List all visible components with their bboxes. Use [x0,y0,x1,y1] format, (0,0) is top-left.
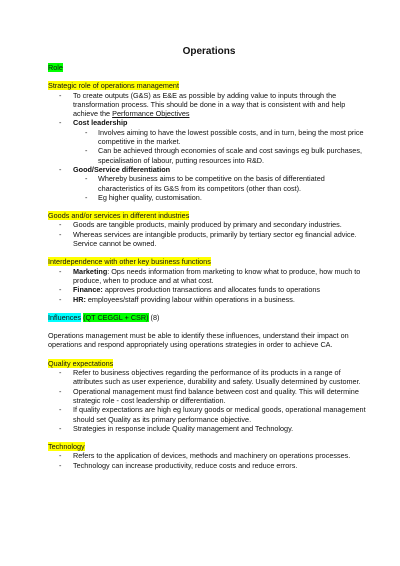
strategic-heading: Strategic role of operations management [48,81,179,91]
role-section [48,63,370,72]
performance-objectives-link[interactable]: Performance Objectives [112,109,190,119]
list-item: - Involves aiming to have the lowest possible costs, and in turn, being the most price competitive in the market. [73,128,370,147]
list-item: - To create outputs (G&S) as E&E as possible by adding value to inputs through the transformation process. This should be done in a way that is consistent with and help achieve the Performance Objectives [48,91,370,119]
influences-section [48,313,370,350]
goods-section [48,211,370,248]
cost-leadership-list [73,128,370,165]
technology-heading: Technology [48,442,85,452]
interdependence-heading: Interdependence with other key business functions [48,257,211,267]
list-item: - HR: employees/staff providing labour within operations in a business. [48,295,370,304]
role-heading: Role [48,63,63,72]
list-item: - Whereby business aims to be competitive on the basis of differentiated characteristics of its G&S from its competitors (other than cost). [73,174,370,193]
cost-leadership-title: Cost leadership [73,118,128,128]
list-item [48,118,370,164]
influences-acronym: (QT CEGGL + CSR) [83,312,149,322]
list-item: - Goods are tangible products, mainly produced by primary and secondary industries. [48,220,370,229]
quality-heading: Quality expectations [48,358,114,368]
technology-section [48,442,370,470]
list-item: - Finance: approves production transactions and allocates funds to operations [48,285,370,294]
interdependence-list [48,267,370,304]
page-title: Operations [182,46,236,57]
list-item: - Operational management must find balance between cost and quality. This will determine strategic role - cost leadership or differentiation. [48,387,370,406]
list-item: - Whereas services are intangible products, primarily by tertiary sector eg financial advice. Service cannot be owned. [48,230,370,249]
list-item: - If quality expectations are high eg luxury goods or medical goods, operational management should set Quality as its primary performance objective. [48,405,370,424]
list-item: - Can be achieved through economies of scale and cost savings eg bulk purchases, specialisation of labour, putting resources into R&D. [73,146,370,165]
influences-heading: Influences [48,312,82,322]
technology-list [48,451,370,470]
differentiation-list [73,174,370,202]
influences-count: (8) [148,312,160,322]
strategic-section [48,81,370,202]
influences-paragraph: Operations management must be able to identify these influences, understand their impact on operations and respond appropriately using operations strategies in order to achieve CA. [48,331,349,350]
list-item: - Refers to the application of devices, methods and machinery on operations processes. [48,451,370,460]
quality-section [48,359,370,433]
list-item: - Refer to business objectives regarding the performance of its products in a range of attributes such as user experience, durability and safety. Usually determined by customer. [48,368,370,387]
list-item: - Strategies in response include Quality management and Technology. [48,424,370,433]
list-item: - Marketing: Ops needs information from marketing to know what to produce, how much to produce, when to produce and at what cost. [48,267,370,286]
strategic-list [48,91,370,203]
differentiation-title: Good/Service differentiation [73,164,171,174]
list-item: - Technology can increase productivity, reduce costs and reduce errors. [48,461,370,470]
list-item: - Eg higher quality, customisation. [73,193,370,202]
list-item [48,165,370,202]
interdependence-section [48,257,370,303]
goods-list [48,220,370,248]
quality-list [48,368,370,433]
goods-heading: Goods and/or services in different industries [48,211,190,221]
